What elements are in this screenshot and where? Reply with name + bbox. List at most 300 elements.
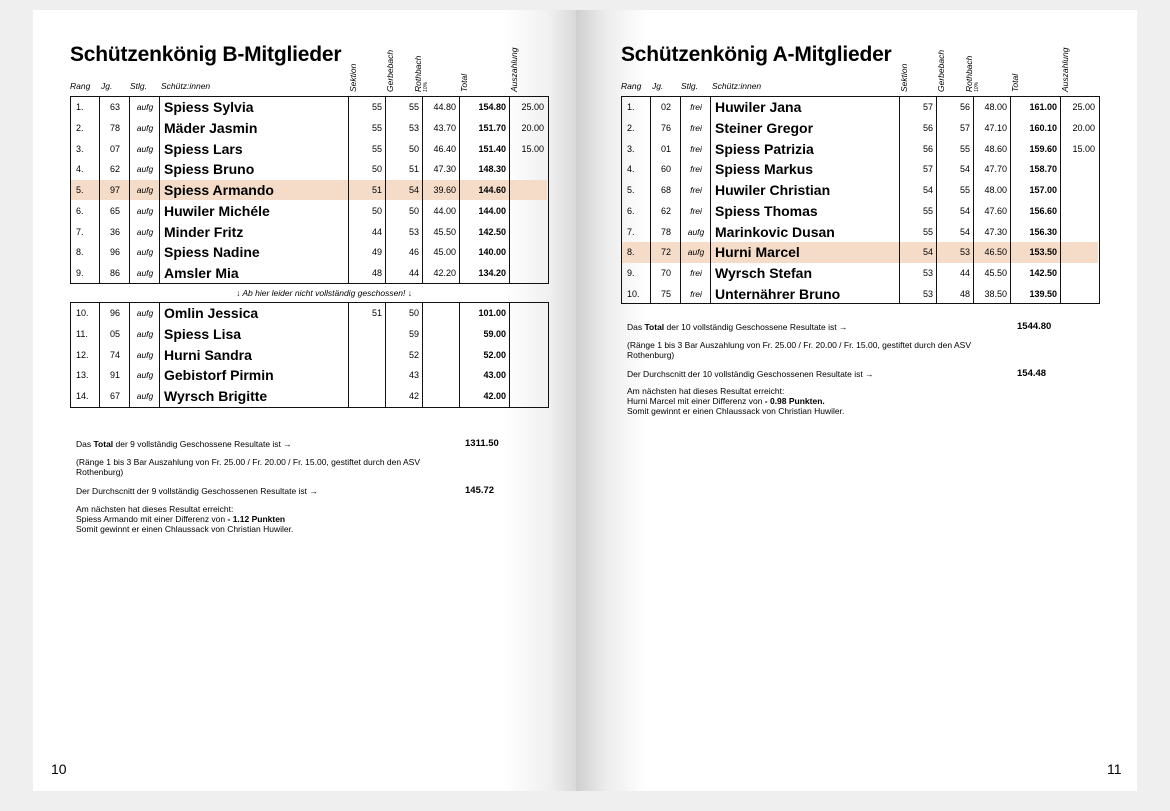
cell-stlg: aufg (136, 143, 154, 154)
cell-rothbach: 38.50 (984, 288, 1007, 299)
cell-auszahlung: 15.00 (1072, 143, 1095, 154)
cell-rang: 4. (627, 164, 635, 175)
cell-auszahlung: 25.00 (1072, 102, 1095, 113)
cell-stlg: aufg (687, 247, 705, 258)
cell-rang: 5. (76, 185, 84, 196)
cell-auszahlung (510, 344, 548, 365)
header-rothbach: Rothbach 10% (964, 55, 980, 92)
cell-name: Huwiler Christian (715, 182, 831, 199)
column-divider (459, 97, 460, 283)
cell-sektion: 55 (371, 123, 382, 134)
cell-auszahlung (510, 263, 548, 284)
cell-name: Wyrsch Brigitte (164, 388, 268, 405)
cell-stlg: aufg (136, 123, 154, 134)
cell-name: Unternährer Bruno (715, 285, 841, 302)
cell-total: 52.00 (483, 349, 506, 360)
header-rang: Rang (70, 81, 91, 91)
cell-rang: 1. (627, 102, 635, 113)
table-row (71, 118, 547, 139)
cell-jg: 05 (109, 329, 120, 340)
table-row (71, 303, 547, 324)
cell-gerbebach: 54 (959, 226, 970, 237)
cell-auszahlung (510, 159, 548, 180)
header-rang: Rang (621, 81, 642, 91)
results-table (621, 96, 1100, 304)
cell-total: 151.70 (478, 123, 506, 134)
table-row (71, 138, 547, 159)
cell-name: Omlin Jessica (164, 305, 259, 322)
cell-auszahlung: 20.00 (521, 123, 544, 134)
column-divider (1060, 97, 1061, 303)
cell-jg: 36 (109, 226, 120, 237)
cell-rothbach (423, 344, 460, 365)
cell-auszahlung: 15.00 (521, 143, 544, 154)
page-number: 11 (1107, 761, 1122, 777)
table-row (71, 180, 547, 201)
cell-stlg: frei (690, 102, 702, 113)
cell-stlg: frei (690, 143, 702, 154)
header-name: Schütz:innen (161, 81, 211, 91)
cell-name: Spiess Patrizia (715, 140, 814, 157)
cell-total: 156.60 (1029, 205, 1057, 216)
cell-total: 144.60 (478, 185, 506, 196)
cell-jg: 01 (660, 143, 671, 154)
cell-total: 43.00 (483, 370, 506, 381)
cell-name: Huwiler Jana (715, 99, 802, 116)
summary-bar-text: (Ränge 1 bis 3 Bar Auszahlung von Fr. 25.00 / Fr. 20.00 / Fr. 15.00, gestiftet durch den ASV Rothenburg) (627, 340, 971, 360)
column-divider (1010, 97, 1011, 303)
table-row (622, 180, 1098, 201)
cell-rothbach: 48.00 (984, 102, 1007, 113)
cell-rothbach (423, 324, 460, 345)
cell-name: Hurni Sandra (164, 346, 252, 363)
cell-total: 140.00 (478, 247, 506, 258)
cell-rang: 9. (627, 267, 635, 278)
column-divider (385, 303, 386, 407)
cell-stlg: aufg (136, 329, 154, 340)
column-divider (973, 97, 974, 303)
cell-sektion: 44 (371, 226, 382, 237)
cell-jg: 62 (109, 164, 120, 175)
table-row (622, 263, 1098, 284)
cell-gerbebach: 50 (408, 205, 419, 216)
page-number: 10 (51, 761, 67, 777)
cell-rothbach (423, 365, 460, 386)
incomplete-note: ↓ Ab hier leider nicht vollständig geschossen! ↓ (236, 288, 412, 298)
cell-sektion: 55 (922, 226, 933, 237)
cell-rang: 14. (76, 391, 89, 402)
page-title: Schützenkönig A-Mitglieder (621, 43, 892, 66)
cell-sektion: 51 (371, 308, 382, 319)
cell-rang: 6. (627, 205, 635, 216)
cell-rang: 5. (627, 185, 635, 196)
cell-rang: 2. (76, 123, 84, 134)
cell-jg: 78 (660, 226, 671, 237)
cell-rothbach (423, 386, 460, 407)
cell-stlg: aufg (136, 349, 154, 360)
column-divider (509, 97, 510, 283)
cell-rothbach: 44.00 (433, 205, 456, 216)
cell-sektion: 57 (922, 164, 933, 175)
column-divider (348, 303, 349, 407)
cell-rang: 2. (627, 123, 635, 134)
cell-jg: 02 (660, 102, 671, 113)
header-rothbach: Rothbach 10% (413, 55, 429, 92)
cell-rothbach: 46.40 (433, 143, 456, 154)
header-auszahlung: Auszahlung (509, 47, 519, 92)
page-title: Schützenkönig B-Mitglieder (70, 43, 342, 66)
cell-sektion: 48 (371, 267, 382, 278)
table-row (71, 97, 547, 118)
cell-gerbebach: 51 (408, 164, 419, 175)
cell-stlg: frei (690, 267, 702, 278)
cell-name: Amsler Mia (164, 264, 239, 281)
cell-rothbach: 45.50 (433, 226, 456, 237)
cell-gerbebach: 54 (959, 164, 970, 175)
header-sektion: Sektion (348, 63, 358, 92)
cell-gerbebach: 57 (959, 123, 970, 134)
cell-rothbach: 47.70 (984, 164, 1007, 175)
header-stlg: Stlg. (130, 81, 148, 91)
cell-name: Spiess Lisa (164, 326, 242, 343)
cell-stlg: frei (690, 164, 702, 175)
cell-total: 101.00 (478, 308, 506, 319)
cell-auszahlung (1061, 221, 1099, 242)
cell-rothbach (423, 303, 460, 324)
table-row (622, 118, 1098, 139)
table-row (622, 97, 1098, 118)
cell-gerbebach: 44 (959, 267, 970, 278)
header-total: Total (459, 73, 469, 92)
cell-jg: 74 (109, 349, 120, 360)
cell-total: 142.50 (478, 226, 506, 237)
cell-jg: 76 (660, 123, 671, 134)
results-table-complete (70, 96, 549, 284)
cell-rothbach: 47.10 (984, 123, 1007, 134)
cell-gerbebach: 55 (959, 185, 970, 196)
cell-gerbebach: 54 (408, 185, 419, 196)
cell-gerbebach: 48 (959, 288, 970, 299)
cell-sektion: 54 (922, 247, 933, 258)
cell-gerbebach: 43 (408, 370, 419, 381)
cell-jg: 78 (109, 123, 120, 134)
cell-total: 142.50 (1029, 267, 1057, 278)
table-row (622, 138, 1098, 159)
cell-gerbebach: 59 (408, 329, 419, 340)
cell-total: 139.50 (1029, 288, 1057, 299)
cell-rang: 10. (627, 288, 640, 299)
cell-name: Huwiler Michéle (164, 202, 270, 219)
cell-name: Spiess Markus (715, 161, 814, 178)
cell-rothbach: 45.00 (433, 247, 456, 258)
cell-gerbebach: 53 (408, 226, 419, 237)
cell-sektion (349, 365, 386, 386)
cell-total: 156.30 (1029, 226, 1057, 237)
cell-stlg: aufg (136, 226, 154, 237)
table-row (622, 242, 1098, 263)
header-jg: Jg. (101, 81, 113, 91)
table-row (71, 221, 547, 242)
cell-jg: 62 (660, 205, 671, 216)
cell-gerbebach: 50 (408, 308, 419, 319)
results-table-incomplete (70, 302, 549, 408)
table-row (622, 283, 1098, 304)
cell-stlg: aufg (136, 267, 154, 278)
cell-name: Spiess Nadine (164, 244, 260, 261)
cell-rothbach: 42.20 (433, 267, 456, 278)
right-page (576, 10, 1137, 791)
cell-sektion: 51 (371, 185, 382, 196)
cell-rang: 9. (76, 267, 84, 278)
header-rothbach-percent: 10% (974, 81, 980, 92)
cell-gerbebach: 54 (959, 205, 970, 216)
summary-bar-text: (Ränge 1 bis 3 Bar Auszahlung von Fr. 25.00 / Fr. 20.00 / Fr. 15.00, gestiftet durch den ASV Rothenburg) (76, 457, 420, 477)
table-row (71, 365, 547, 386)
column-divider (650, 97, 651, 303)
cell-gerbebach: 56 (959, 102, 970, 113)
cell-jg: 68 (660, 185, 671, 196)
cell-sektion: 55 (371, 102, 382, 113)
column-divider (129, 97, 130, 283)
left-page (33, 10, 576, 791)
cell-auszahlung (1061, 159, 1099, 180)
cell-sektion: 56 (922, 143, 933, 154)
cell-jg: 67 (109, 391, 120, 402)
cell-jg: 72 (660, 247, 671, 258)
cell-auszahlung (510, 201, 548, 222)
cell-sektion: 55 (371, 143, 382, 154)
cell-rothbach: 47.30 (433, 164, 456, 175)
cell-sektion: 50 (371, 164, 382, 175)
cell-total: 134.20 (478, 267, 506, 278)
header-jg: Jg. (652, 81, 664, 91)
cell-stlg: aufg (136, 308, 154, 319)
cell-gerbebach: 55 (408, 102, 419, 113)
cell-rang: 11. (76, 329, 88, 340)
column-divider (509, 303, 510, 407)
cell-total: 160.10 (1029, 123, 1057, 134)
header-auszahlung: Auszahlung (1060, 47, 1070, 92)
cell-jg: 65 (109, 205, 120, 216)
cell-gerbebach: 44 (408, 267, 419, 278)
header-gerbebach: Gerbebach (385, 49, 395, 92)
cell-sektion: 57 (922, 102, 933, 113)
cell-stlg: aufg (136, 370, 154, 381)
cell-jg: 96 (109, 308, 120, 319)
cell-sektion (349, 324, 386, 345)
cell-rang: 1. (76, 102, 84, 113)
cell-sektion: 54 (922, 185, 933, 196)
cell-rothbach: 48.00 (984, 185, 1007, 196)
cell-gerbebach: 52 (408, 349, 419, 360)
cell-name: Spiess Bruno (164, 161, 255, 178)
cell-auszahlung: 20.00 (1072, 123, 1095, 134)
cell-auszahlung (1061, 201, 1099, 222)
header-name: Schütz:innen (712, 81, 762, 91)
summary-total-value: 1311.50 (465, 438, 499, 449)
cell-jg: 60 (660, 164, 671, 175)
table-row (622, 159, 1098, 180)
cell-rothbach: 47.30 (984, 226, 1007, 237)
cell-auszahlung: 25.00 (521, 102, 544, 113)
table-row (71, 201, 547, 222)
cell-sektion: 55 (922, 205, 933, 216)
cell-rothbach: 43.70 (433, 123, 456, 134)
cell-jg: 75 (660, 288, 671, 299)
cell-rang: 4. (76, 164, 84, 175)
cell-sektion: 53 (922, 267, 933, 278)
cell-stlg: frei (690, 185, 702, 196)
cell-total: 159.60 (1029, 143, 1057, 154)
cell-name: Minder Fritz (164, 223, 244, 240)
cell-stlg: aufg (136, 391, 154, 402)
column-divider (348, 97, 349, 283)
column-divider (680, 97, 681, 303)
cell-rang: 8. (627, 247, 635, 258)
cell-rothbach: 48.60 (984, 143, 1007, 154)
cell-rang: 10. (76, 308, 89, 319)
summary-average-value: 154.48 (1017, 368, 1047, 379)
cell-gerbebach: 55 (959, 143, 970, 154)
summary-total-value: 1544.80 (1017, 321, 1052, 332)
column-divider (459, 303, 460, 407)
table-row (71, 386, 547, 407)
column-divider (936, 97, 937, 303)
cell-total: 148.30 (478, 164, 506, 175)
cell-auszahlung (510, 365, 548, 386)
summary-total-text: Das Total der 9 vollständig Geschossene Resultate ist → (76, 439, 292, 449)
header-sektion: Sektion (899, 63, 909, 92)
cell-name: Spiess Armando (164, 182, 274, 199)
cell-name: Spiess Sylvia (164, 99, 254, 116)
cell-name: Gebistorf Pirmin (164, 367, 274, 384)
cell-sektion: 53 (922, 288, 933, 299)
cell-auszahlung (510, 303, 548, 324)
column-divider (159, 303, 160, 407)
cell-total: 157.00 (1029, 185, 1057, 196)
cell-stlg: aufg (136, 102, 154, 113)
cell-jg: 91 (109, 370, 120, 381)
table-row (71, 344, 547, 365)
summary-average-value: 145.72 (465, 485, 495, 496)
cell-stlg: frei (690, 288, 702, 299)
table-row (71, 159, 547, 180)
cell-total: 144.00 (478, 205, 506, 216)
cell-total: 59.00 (483, 329, 506, 340)
header-total: Total (1010, 73, 1020, 92)
header-gerbebach: Gerbebach (936, 49, 946, 92)
cell-name: Marinkovic Dusan (715, 223, 835, 240)
cell-stlg: aufg (136, 205, 154, 216)
cell-gerbebach: 46 (408, 247, 419, 258)
summary-total-text: Das Total der 10 vollständig Geschossene Resultate ist → (627, 322, 848, 332)
cell-rothbach: 39.60 (433, 185, 456, 196)
summary-closest: Am nächsten hat dieses Resultat erreicht: Hurni Marcel mit einer Differenz von - 0.98 Punkten. Somit gewinnt er einen Chlaussack von Christian Huwiler. (627, 386, 845, 416)
cell-rothbach: 46.50 (984, 247, 1007, 258)
cell-rang: 7. (76, 226, 84, 237)
cell-auszahlung (1061, 283, 1099, 304)
cell-auszahlung (1061, 180, 1099, 201)
summary-closest: Am nächsten hat dieses Resultat erreicht: Spiess Armando mit einer Differenz von - 1.12 Punkten Somit gewinnt er einen Chlaussack von Christian Huwiler. (76, 504, 294, 534)
cell-stlg: aufg (687, 226, 705, 237)
cell-rang: 13. (76, 370, 89, 381)
cell-jg: 97 (109, 185, 120, 196)
cell-auszahlung (510, 386, 548, 407)
table-row (71, 263, 547, 284)
cell-jg: 96 (109, 247, 120, 258)
cell-jg: 63 (109, 102, 120, 113)
cell-rang: 12. (76, 349, 89, 360)
cell-stlg: aufg (136, 164, 154, 175)
cell-name: Steiner Gregor (715, 120, 814, 137)
column-divider (422, 97, 423, 283)
header-stlg: Stlg. (681, 81, 699, 91)
table-row (622, 221, 1098, 242)
cell-total: 158.70 (1029, 164, 1057, 175)
cell-name: Spiess Lars (164, 140, 243, 157)
column-divider (899, 97, 900, 303)
cell-jg: 70 (660, 267, 671, 278)
cell-stlg: aufg (136, 247, 154, 258)
cell-total: 151.40 (478, 143, 506, 154)
column-divider (385, 97, 386, 283)
cell-name: Mäder Jasmin (164, 120, 258, 137)
cell-name: Wyrsch Stefan (715, 264, 812, 281)
cell-auszahlung (1061, 263, 1099, 284)
cell-stlg: frei (690, 123, 702, 134)
cell-total: 42.00 (483, 391, 506, 402)
cell-total: 153.50 (1029, 247, 1057, 258)
cell-rang: 8. (76, 247, 84, 258)
cell-rang: 3. (76, 143, 84, 154)
table-row (71, 324, 547, 345)
cell-gerbebach: 50 (408, 143, 419, 154)
cell-gerbebach: 53 (408, 123, 419, 134)
cell-jg: 07 (109, 143, 120, 154)
column-divider (99, 97, 100, 283)
cell-stlg: aufg (136, 185, 154, 196)
cell-rothbach: 44.80 (433, 102, 456, 113)
cell-sektion: 50 (371, 205, 382, 216)
cell-auszahlung (1061, 242, 1099, 263)
table-row (622, 201, 1098, 222)
cell-total: 154.80 (478, 102, 506, 113)
cell-name: Hurni Marcel (715, 244, 800, 261)
cell-rang: 7. (627, 226, 635, 237)
cell-sektion (349, 344, 386, 365)
cell-auszahlung (510, 242, 548, 263)
cell-total: 161.00 (1029, 102, 1057, 113)
cell-sektion: 49 (371, 247, 382, 258)
column-divider (129, 303, 130, 407)
column-divider (159, 97, 160, 283)
cell-rothbach: 45.50 (984, 267, 1007, 278)
column-divider (422, 303, 423, 407)
cell-auszahlung (510, 180, 548, 201)
header-rothbach-percent: 10% (423, 81, 429, 92)
cell-rothbach: 47.60 (984, 205, 1007, 216)
column-divider (99, 303, 100, 407)
column-divider (710, 97, 711, 303)
table-row (71, 242, 547, 263)
cell-jg: 86 (109, 267, 120, 278)
cell-rang: 3. (627, 143, 635, 154)
cell-sektion: 56 (922, 123, 933, 134)
cell-auszahlung (510, 324, 548, 345)
cell-rang: 6. (76, 205, 84, 216)
summary-average-text: Der Durchscnitt der 9 vollständig Geschossenen Resultate ist → (76, 486, 318, 496)
summary-average-text: Der Durchscnitt der 10 vollständig Geschossenen Resultate ist → (627, 369, 874, 379)
